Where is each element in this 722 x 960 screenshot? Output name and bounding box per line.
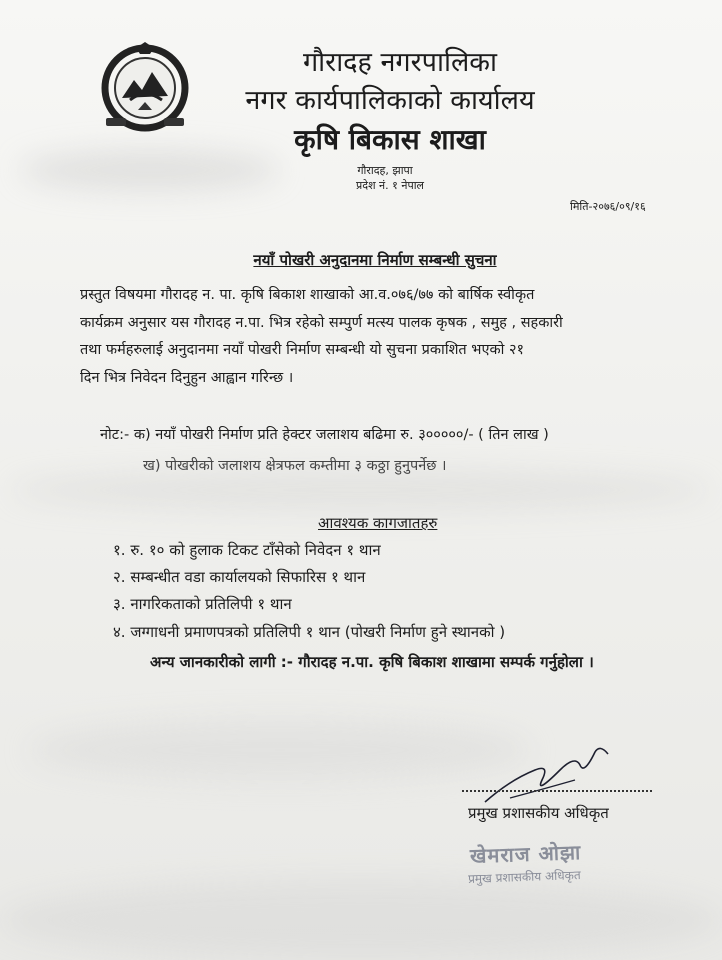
- branch-name: कृषि बिकास शाखा: [294, 123, 486, 156]
- notice-paragraph-line: दिन भित्र निवेदन दिनुहुन आह्वान गरिन्छ ।: [80, 370, 294, 386]
- municipality-name: गौरादह नगरपालिका: [302, 47, 498, 78]
- notice-title: नयाँ पोखरी अनुदानमा निर्माण सम्बन्धी सुचना: [253, 251, 497, 269]
- government-emblem-icon: [100, 40, 190, 132]
- requirement-item: १. रु. १० को हुलाक टिकट टाँसेको निवेदन १ थान: [113, 541, 381, 559]
- note-item-a: नोट:- क) नयाँ पोखरी निर्माण प्रति हेक्टर जलाशय बढिमा रु. ३०००००/- ( तिन लाख ): [100, 427, 549, 443]
- contact-info: अन्य जानकारीको लागी :- गौरादह न.पा. कृषि बिकाश शाखामा सम्पर्क गर्नुहोला ।: [150, 653, 594, 671]
- paper-smudge: [30, 720, 530, 780]
- signature-line: [462, 788, 652, 792]
- requirements-title: आवश्यक कागजातहरु: [318, 514, 438, 532]
- requirement-item: ४. जग्गाधनी प्रमाणपत्रको प्रतिलिपी १ थान (पोखरी निर्माण हुने स्थानको ): [113, 623, 506, 641]
- office-name: नगर कार्यपालिकाको कार्यालय: [245, 85, 535, 116]
- stamp-name: खेमराज ओझा: [469, 840, 582, 868]
- office-province: प्रदेश नं. १ नेपाल: [355, 179, 425, 192]
- paper-smudge: [10, 470, 710, 510]
- notice-paragraph-line: कार्यक्रम अनुसार यस गौरादह न.पा. भित्र रहेको सम्पुर्ण मत्स्य पालक कृषक , समुह , सहकारी: [80, 315, 563, 331]
- note-item-b: ख) पोखरीको जलाशय क्षेत्रफल कम्तीमा ३ कठ्ठा हुनुपर्नेछ ।: [143, 458, 447, 474]
- requirement-item: ३. नागरिकताको प्रतिलिपी १ थान: [113, 595, 292, 613]
- signature-icon: [480, 740, 630, 810]
- notice-date: मिति-२०७६/०९/१६: [570, 200, 646, 213]
- office-location: गौरादह, झापा: [357, 164, 413, 177]
- signatory-designation: प्रमुख प्रशासकीय अधिकृत: [468, 804, 609, 822]
- requirement-item: २. सम्बन्धीत वडा कार्यालयको सिफारिस १ थान: [113, 568, 366, 586]
- stamp-title: प्रमुख प्रशासकीय अधिकृत: [467, 868, 581, 886]
- notice-paragraph-line: प्रस्तुत विषयमा गौरादह न. पा. कृषि बिकाश शाखाको आ.व.०७६/७७ को बार्षिक स्वीकृत: [80, 287, 535, 303]
- notice-paragraph-line: तथा फर्महरुलाई अनुदानमा नयाँ पोखरी निर्माण सम्बन्धी यो सुचना प्रकाशित भएको २१: [80, 342, 525, 358]
- paper-smudge: [0, 880, 722, 960]
